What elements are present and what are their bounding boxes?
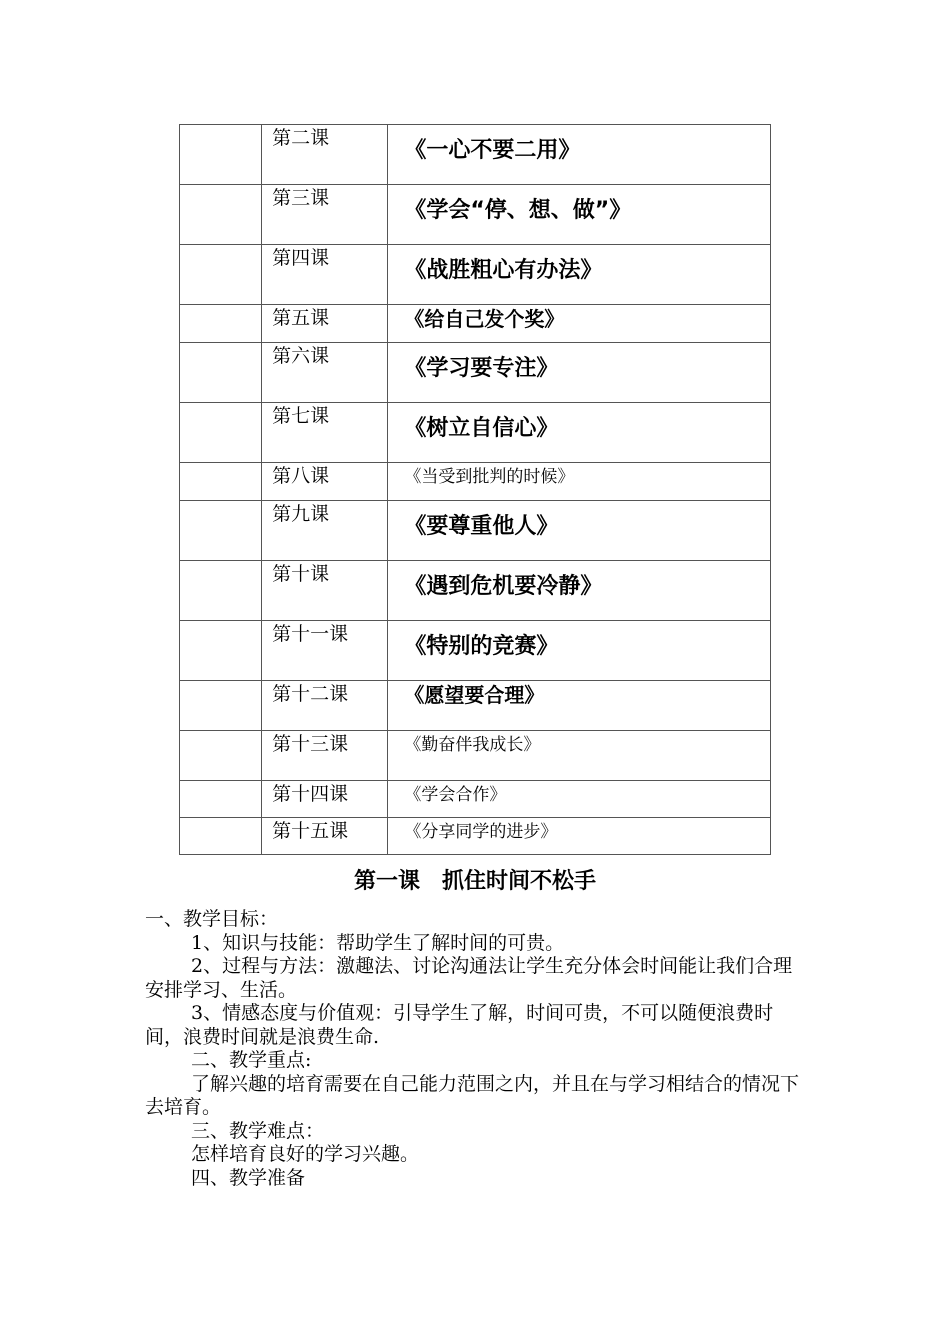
lesson-number: 第十四课 (272, 783, 349, 805)
lesson-number: 第二课 (272, 127, 330, 149)
lesson-number: 第七课 (272, 405, 330, 427)
blank-cell (180, 501, 262, 561)
key-point-title: 二、教学重点: (191, 1049, 312, 1071)
lesson-title-cell (388, 621, 771, 681)
lesson-number-cell (262, 463, 388, 501)
lesson-title-cell (388, 781, 771, 818)
lesson-number-cell (262, 501, 388, 561)
goal-knowledge: 1、知识与技能：帮助学生了解时间的可贵。 (191, 931, 565, 954)
table-row (180, 561, 771, 621)
table-row (180, 621, 771, 681)
lesson-number-cell (262, 731, 388, 781)
blank-cell (180, 463, 262, 501)
lesson-heading: 第一课 抓住时间不松手 (353, 869, 596, 894)
difficulty-text: 怎样培育良好的学习兴趣。 (191, 1143, 420, 1165)
lesson-number: 第四课 (272, 247, 330, 269)
goal-process: 2、过程与方法：激趣法、讨论沟通法让学生充分体会时间能让我们合理安排学习、生活。 (145, 955, 793, 1001)
lesson-title: 《一心不要二用》 (404, 138, 581, 163)
lesson-number: 第九课 (272, 503, 330, 525)
lesson-title-cell (388, 731, 771, 781)
table-row (180, 343, 771, 403)
lesson-title: 《分享同学的进步》 (404, 822, 558, 842)
difficulty-title: 三、教学难点： (191, 1119, 325, 1142)
blank-cell (180, 125, 262, 185)
table-row (180, 463, 771, 501)
blank-cell (180, 305, 262, 343)
blank-cell (180, 818, 262, 855)
blank-cell (180, 621, 262, 681)
table-row (180, 125, 771, 185)
lesson-title: 《特别的竞赛》 (404, 634, 559, 659)
blank-cell (180, 781, 262, 818)
lesson-title: 《遇到危机要冷静》 (404, 574, 603, 599)
lesson-title: 《愿望要合理》 (404, 683, 545, 707)
lesson-title-cell (388, 501, 771, 561)
goal-attitude: 3、情感态度与价值观：引导学生了解，时间可贵，不可以随便浪费时间，浪费时间就是浪费生命. (145, 1002, 774, 1048)
blank-cell (180, 681, 262, 731)
lesson-title-cell (388, 463, 771, 501)
lesson-title: 《战胜粗心有办法》 (404, 258, 603, 283)
table-row (180, 681, 771, 731)
table-row (180, 185, 771, 245)
lesson-title-cell (388, 125, 771, 185)
lesson-number-cell (262, 818, 388, 855)
table-row (180, 781, 771, 818)
lesson-body (145, 908, 810, 1190)
lesson-number-cell (262, 781, 388, 818)
blank-cell (180, 731, 262, 781)
table-row (180, 305, 771, 343)
lesson-title: 《勤奋伴我成长》 (404, 735, 541, 755)
lesson-number: 第十五课 (272, 820, 349, 842)
lesson-number: 第十一课 (272, 623, 349, 645)
lesson-number-cell (262, 125, 388, 185)
table-row (180, 245, 771, 305)
blank-cell (180, 343, 262, 403)
preparation-title: 四、教学准备 (191, 1166, 306, 1189)
lesson-number: 第十二课 (272, 683, 349, 705)
lesson-number: 第十课 (272, 563, 330, 585)
lesson-title-cell (388, 818, 771, 855)
lesson-number-cell (262, 621, 388, 681)
lesson-title: 《树立自信心》 (404, 416, 559, 441)
lesson-title-cell (388, 343, 771, 403)
lesson-title-cell (388, 403, 771, 463)
lesson-number-cell (262, 185, 388, 245)
lesson-title-cell (388, 681, 771, 731)
lesson-title-cell (388, 305, 771, 343)
lesson-title: 《学会合作》 (404, 785, 507, 805)
lesson-title: 《学会“停、想、做”》 (404, 198, 632, 223)
lesson-number: 第十三课 (272, 733, 349, 755)
lesson-title: 《学习要专注》 (404, 356, 559, 381)
table-row (180, 403, 771, 463)
blank-cell (180, 245, 262, 305)
lesson-number: 第三课 (272, 187, 330, 209)
lesson-number: 第六课 (272, 345, 330, 367)
blank-cell (180, 403, 262, 463)
lesson-title: 《当受到批判的时候》 (404, 467, 575, 487)
lesson-title-cell (388, 561, 771, 621)
lesson-number-cell (262, 305, 388, 343)
lesson-title-cell (388, 185, 771, 245)
blank-cell (180, 185, 262, 245)
lesson-title-cell (388, 245, 771, 305)
lesson-number-cell (262, 561, 388, 621)
goals-title: 一、教学目标： (145, 908, 279, 930)
lesson-number-cell (262, 681, 388, 731)
lesson-number-cell (262, 245, 388, 305)
lesson-number: 第八课 (272, 465, 330, 487)
lesson-rows (180, 125, 771, 855)
lesson-number: 第五课 (272, 307, 330, 329)
lesson-title: 《给自己发个奖》 (404, 307, 565, 331)
lesson-number-cell (262, 343, 388, 403)
lesson-number-cell (262, 403, 388, 463)
table-row (180, 818, 771, 855)
lesson-title: 《要尊重他人》 (404, 514, 559, 539)
table-row (180, 501, 771, 561)
lesson-table (179, 124, 771, 855)
blank-cell (180, 561, 262, 621)
table-row (180, 731, 771, 781)
key-point-text: 了解兴趣的培育需要在自己能力范围之内，并且在与学习相结合的情况下去培育。 (145, 1072, 800, 1118)
